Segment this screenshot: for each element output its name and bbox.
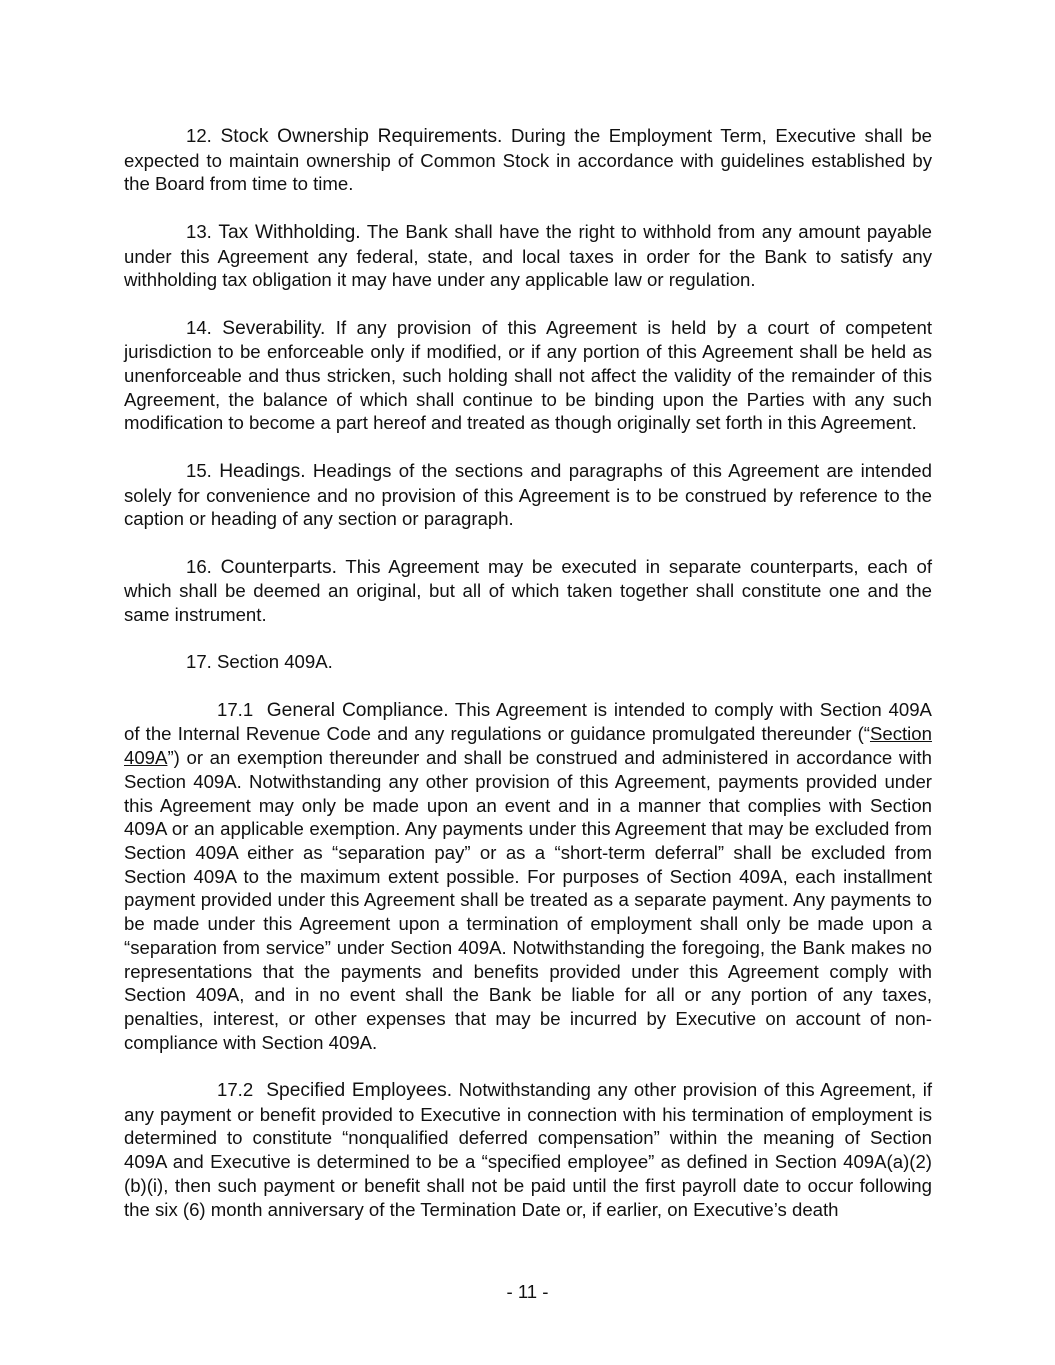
section-number: 15. (186, 459, 212, 481)
section-number: 17. (186, 651, 212, 673)
section-12 (124, 124, 932, 196)
section-title: General Compliance. (266, 699, 449, 721)
section-number: 13. (186, 220, 212, 242)
section-text: During the Employment Term, Executive shall be expected to maintain ownership of Common Stock in accordance with guidelines established by the Board from time to time. (124, 125, 933, 195)
section-17 (124, 650, 932, 674)
page-number: - 11 - (506, 1281, 549, 1302)
section-text: This Agreement is intended to comply with Section 409A of the Internal Revenue Code and any regulations or guidance promulgated thereunder (“ (124, 698, 932, 745)
section-14 (124, 316, 932, 436)
section-title: Counterparts. (220, 556, 337, 578)
defined-term: Section 409A (124, 723, 932, 769)
section-17-1 (124, 698, 932, 1055)
section-text-continued: ”) or an exemption thereunder and shall be construed and administered in accordance with Section 409A. Notwithstanding any other provision of this Agreement, payments provided under this Agreement may only be made upon an event and in a manner that complies with Section 409A or an applicable exemption. Any payments under this Agreement that may be excluded from Section 409A either as “separation pay” or as a “short-term deferral” shall be excluded from Section 409A to the maximum extent possible. For purposes of Section 409A, each installment payment provided under this Agreement shall be treated as a separate payment. Any payments to be made under this Agreement upon a termination of employment shall only be made upon a “separation from service” under Section 409A. Notwithstanding the foregoing, the Bank makes no representations that the payments and benefits provided under this Agreement comply with Section 409A, and in no event shall the Bank be liable for all or any portion of any taxes, penalties, interest, or other expenses that may be incurred by Executive on account of non-compliance with Section 409A. (124, 747, 932, 1053)
section-title: Specified Employees. (266, 1080, 453, 1102)
section-15 (124, 459, 932, 531)
section-title: Stock Ownership Requirements. (220, 126, 503, 147)
section-title: Tax Withholding. (218, 221, 361, 243)
section-number: 17.1 (217, 698, 254, 720)
section-number: 16. (186, 555, 212, 577)
section-text: This Agreement may be executed in separate counterparts, each of which shall be deemed an original, but all of which taken together shall constitute one and the same instrument. (124, 555, 932, 625)
section-number: 14. (186, 316, 212, 338)
section-13 (124, 220, 932, 292)
document-body (124, 124, 932, 1245)
section-16 (124, 555, 932, 627)
section-text: The Bank shall have the right to withhold from any amount payable under this Agreement any federal, state, and local taxes in order for the Bank to satisfy any withholding tax obligation it may have under any applicable law or regulation. (124, 220, 932, 291)
section-title: Headings. (219, 460, 306, 482)
section-text: If any provision of this Agreement is held by a court of competent jurisdiction to be enforceable only if modified, or if any portion of this Agreement shall be held as unenforceable and thus stricken, such holding shall not affect the validity of the remainder of this Agreement, the balance of which shall continue to be binding upon the Parties with any such modification to become a part hereof and treated as though originally set forth in this Agreement. (124, 316, 933, 434)
section-number: 12. (186, 125, 212, 146)
section-title: Severability. (222, 317, 326, 339)
section-text: Headings of the sections and paragraphs of this Agreement are intended solely for convenience and no provision of this Agreement is to be construed by reference to the caption or heading of any section or paragraph. (124, 459, 932, 530)
section-title: Section 409A. (217, 651, 333, 673)
section-17-2 (124, 1078, 932, 1221)
section-text: Notwithstanding any other provision of this Agreement, if any payment or benefit provided to Executive in connection with his termination of employment is determined to constitute “nonqualified deferred compensation” within the meaning of Section 409A and Executive is determined to be a “specified employee” as defined in Section 409A(a)(2)(b)(i), then such payment or benefit shall not be paid until the first payroll date to occur following the six (6) month anniversary of the Termination Date or, if earlier, on Executive’s death (124, 1079, 933, 1220)
section-number: 17.2 (217, 1079, 254, 1101)
